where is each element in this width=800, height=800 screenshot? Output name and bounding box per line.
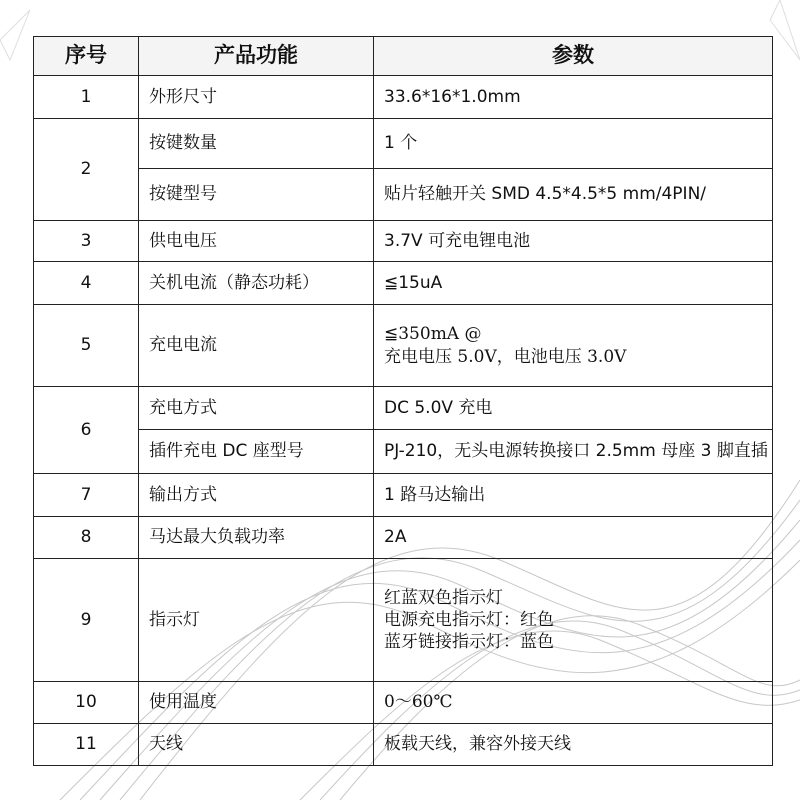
row-index: 2 <box>34 119 139 221</box>
row-parameter <box>374 262 773 305</box>
param-line: 1 路马达输出 <box>384 484 486 505</box>
table-row <box>34 517 773 559</box>
param-line: 红蓝双色指示灯 <box>384 587 503 608</box>
row-parameter <box>374 517 773 559</box>
param-line: 1 个 <box>384 133 418 154</box>
table-row <box>34 119 773 169</box>
row-parameter <box>374 430 773 474</box>
param-line: ≦350mA @ <box>384 324 482 345</box>
param-line: DC 5.0V 充电 <box>384 397 493 418</box>
table-row <box>34 430 773 474</box>
row-index: 1 <box>34 76 139 119</box>
header-parameter: 参数 <box>374 37 773 76</box>
table-header-row <box>34 37 773 76</box>
row-function: 充电电流 <box>139 305 374 387</box>
row-index: 6 <box>34 387 139 474</box>
table-row <box>34 305 773 387</box>
param-line: ≦15uA <box>384 272 443 293</box>
param-line: 2A <box>384 527 407 548</box>
param-line: PJ-210，无头电源转换接口 2.5mm 母座 3 脚直插 <box>384 441 768 462</box>
row-parameter <box>374 474 773 517</box>
row-index: 10 <box>34 682 139 724</box>
row-parameter <box>374 119 773 169</box>
table-row <box>34 559 773 682</box>
row-parameter <box>374 724 773 766</box>
row-parameter <box>374 169 773 221</box>
param-line: 板载天线，兼容外接天线 <box>384 734 571 755</box>
row-function: 外形尺寸 <box>139 76 374 119</box>
row-function: 插件充电 DC 座型号 <box>139 430 374 474</box>
row-index: 11 <box>34 724 139 766</box>
row-parameter <box>374 387 773 430</box>
spec-table <box>33 36 773 766</box>
table-row <box>34 724 773 766</box>
row-parameter <box>374 559 773 682</box>
row-index: 7 <box>34 474 139 517</box>
row-parameter <box>374 76 773 119</box>
row-function: 按键型号 <box>139 169 374 221</box>
row-index: 3 <box>34 221 139 262</box>
row-function: 马达最大负载功率 <box>139 517 374 559</box>
row-function: 指示灯 <box>139 559 374 682</box>
row-index: 5 <box>34 305 139 387</box>
row-function: 充电方式 <box>139 387 374 430</box>
table-row <box>34 387 773 430</box>
header-index: 序号 <box>34 37 139 76</box>
row-function: 天线 <box>139 724 374 766</box>
row-function: 按键数量 <box>139 119 374 169</box>
param-line: 蓝牙链接指示灯：蓝色 <box>384 632 554 653</box>
param-line: 33.6*16*1.0mm <box>384 86 521 107</box>
param-line: 0～60℃ <box>384 692 453 713</box>
param-line: 贴片轻触开关 SMD 4.5*4.5*5 mm/4PIN/ <box>384 184 707 205</box>
row-index: 4 <box>34 262 139 305</box>
table-row <box>34 169 773 221</box>
row-parameter <box>374 682 773 724</box>
table-row <box>34 221 773 262</box>
table-row <box>34 262 773 305</box>
table-row <box>34 474 773 517</box>
header-function: 产品功能 <box>139 37 374 76</box>
row-function: 输出方式 <box>139 474 374 517</box>
table-row <box>34 682 773 724</box>
row-index: 8 <box>34 517 139 559</box>
row-function: 供电电压 <box>139 221 374 262</box>
param-line: 3.7V 可充电锂电池 <box>384 230 531 251</box>
table-row <box>34 76 773 119</box>
row-parameter <box>374 305 773 387</box>
row-function: 使用温度 <box>139 682 374 724</box>
row-function: 关机电流（静态功耗） <box>139 262 374 305</box>
param-line: 充电电压 5.0V，电池电压 3.0V <box>384 346 627 367</box>
row-parameter <box>374 221 773 262</box>
row-index: 9 <box>34 559 139 682</box>
param-line: 电源充电指示灯：红色 <box>384 609 554 630</box>
